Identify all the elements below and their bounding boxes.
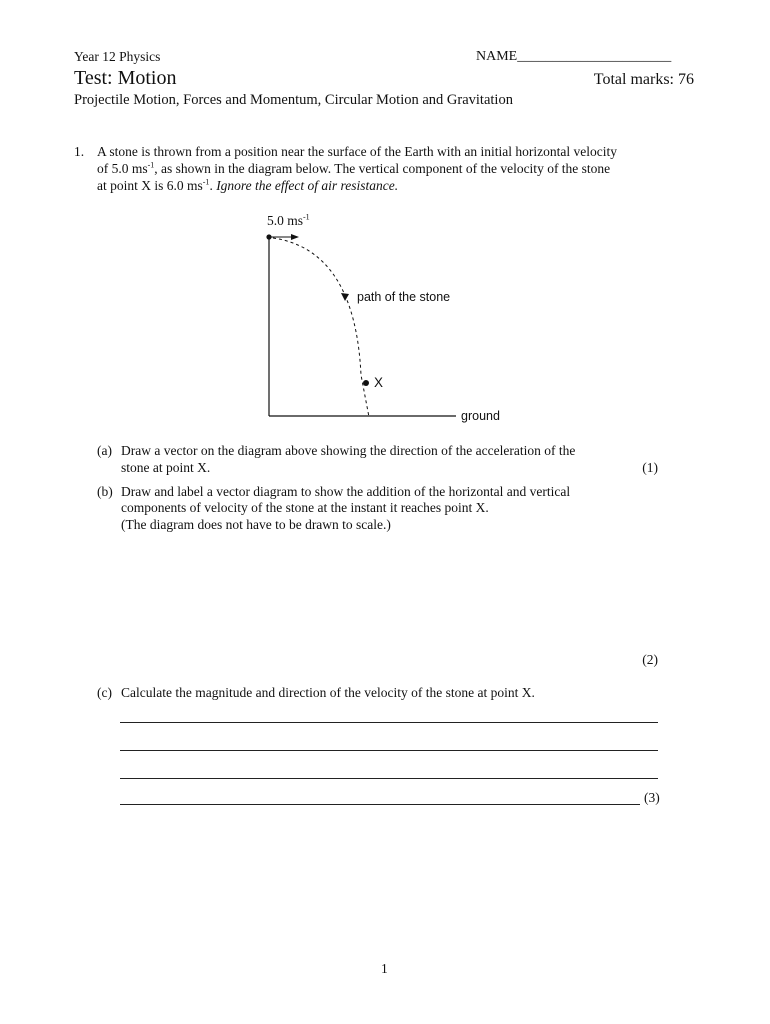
page-title: Test: Motion [74,67,177,89]
total-marks: Total marks: 76 [593,71,694,88]
question-text-line-2: of 5.0 $ms^{-1}$, as shown in the diagram below. The vertical component of the velocity of the stone [97,160,611,176]
course-label: Year 12 Physics [74,49,161,64]
name-field: NAME______________________ [476,49,672,64]
part-b-marks: (2) [642,652,658,667]
path-label: path of the stone [357,290,451,304]
question-text-line-3: at point X is 6.0 $ms^{-1}$. Ignore the effect of air resistance. [97,177,399,193]
question-number: 1. [74,144,85,159]
start-point [266,234,271,239]
part-a-letter: (a) [97,443,112,458]
path-arrowhead [341,293,349,301]
answer-line[interactable] [120,750,658,751]
test-subtitle: Projectile Motion, Forces and Momentum, Circular Motion and Gravitation [74,92,513,108]
stone-path [273,238,369,417]
point-x-label: X [374,375,384,390]
answer-line[interactable] [120,804,640,805]
projectile-diagram [255,205,525,430]
part-b-text-line-2: components of velocity of the stone at the instant it reaches point X. [121,500,489,515]
question-text-line-1: A stone is thrown from a position near the surface of the Earth with an initial horizontal velocity [97,144,617,159]
part-c-marks: (3) [644,790,660,805]
velocity-label: 5.0 $ms^{-1}$ [267,212,310,228]
part-a-text-line-2: stone at point X. [121,460,211,475]
velocity-arrowhead [291,234,299,240]
part-c-text-line-1: Calculate the magnitude and direction of the velocity of the stone at point X. [121,685,535,700]
part-b-letter: (b) [97,484,113,499]
answer-line[interactable] [120,778,658,779]
answer-line[interactable] [120,722,658,723]
point-x-marker [363,380,369,386]
page-number: 1 [381,961,388,976]
part-a-text-line-1: Draw a vector on the diagram above showing the direction of the acceleration of the [121,443,576,458]
part-b-text-line-3: (The diagram does not have to be drawn to scale.) [121,517,391,532]
part-b-text-line-1: Draw and label a vector diagram to show the addition of the horizontal and vertical [121,484,571,499]
part-c-letter: (c) [97,685,112,700]
ground-label: ground [461,409,500,423]
part-a-marks: (1) [642,460,658,475]
